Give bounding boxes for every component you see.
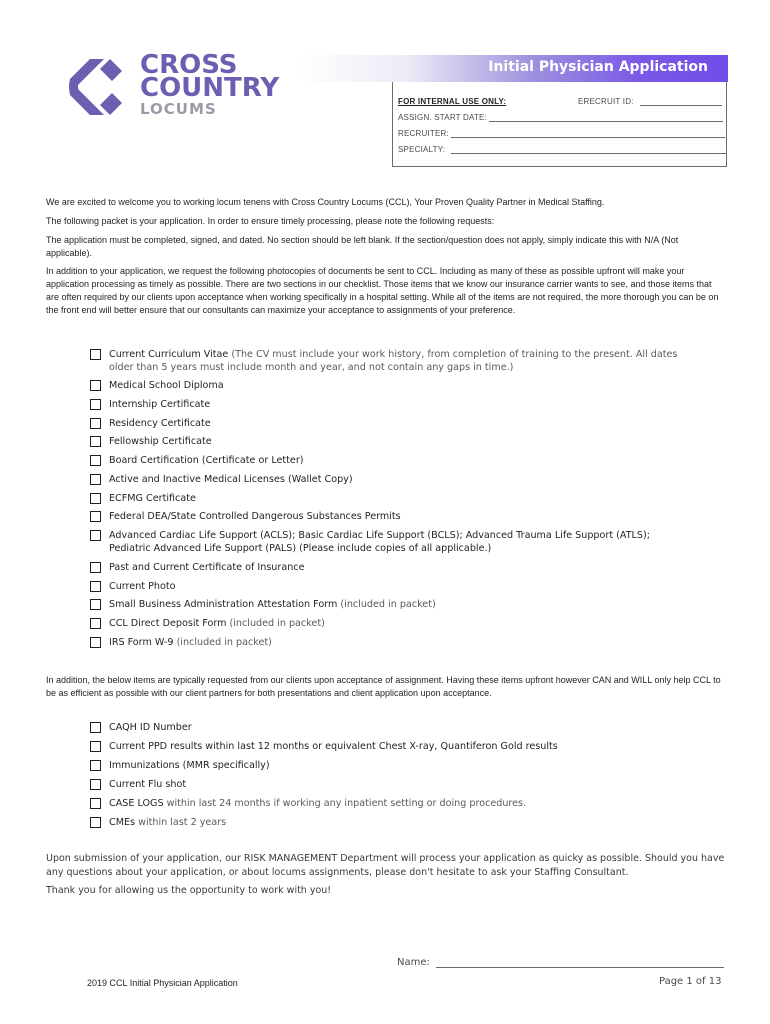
erecruit-row xyxy=(578,97,728,106)
checkbox[interactable] xyxy=(90,817,101,828)
internal-use-row xyxy=(398,97,634,106)
checkbox[interactable] xyxy=(90,511,101,522)
checkbox[interactable] xyxy=(90,760,101,771)
item-label: Federal DEA/State Controlled Dangerous Substances Permits xyxy=(109,511,401,522)
internal-use-label: FOR INTERNAL USE ONLY: xyxy=(398,97,507,106)
item-label: Advanced Cardiac Life Support (ACLS); Basic Cardiac Life Support (BCLS); Advanced Trauma Life Support (ATLS); Pediatric Advanced Life Support (PALS) (Please include copies of all applicable.) xyxy=(109,530,650,554)
specialty-field[interactable] xyxy=(451,153,727,154)
checkbox[interactable] xyxy=(90,581,101,592)
item-note: (included in packet) xyxy=(173,637,272,648)
item-label: Immunizations (MMR specifically) xyxy=(109,760,270,771)
item-label: CAQH ID Number xyxy=(109,722,192,733)
item-label: CMEs xyxy=(109,817,136,828)
recruiter-row xyxy=(398,129,723,138)
item-label: Current PPD results within last 12 months or equivalent Chest X-ray, Quantiferon Gold results xyxy=(109,741,558,752)
item-label: Fellowship Certificate xyxy=(109,436,212,447)
checkbox[interactable] xyxy=(90,380,101,391)
checkbox[interactable] xyxy=(90,399,101,410)
item-label: IRS Form W-9 xyxy=(109,637,174,648)
brand-line1: CROSS xyxy=(140,50,238,80)
footer-doc-title: 2019 CCL Initial Physician Application xyxy=(87,978,238,988)
item-label: CASE LOGS xyxy=(109,798,164,809)
page-number: Page 1 of 13 xyxy=(659,976,722,987)
checkbox[interactable] xyxy=(90,637,101,648)
addition-paragraph: In addition, the below items are typically requested from our clients upon acceptance of assignment. Having these items upfront however CAN and WILL only help CCL to be as efficient as possible with our client partners for both presentations and client application upon acceptance. xyxy=(46,675,721,698)
checkbox[interactable] xyxy=(90,722,101,733)
assign-start-row xyxy=(398,113,723,122)
name-label: Name: xyxy=(397,957,430,968)
item-label: Current Flu shot xyxy=(109,779,187,790)
checkbox[interactable] xyxy=(90,599,101,610)
item-note: within last 24 months if working any inpatient setting or doing procedures. xyxy=(163,798,527,809)
checkbox[interactable] xyxy=(90,418,101,429)
erecruit-field[interactable] xyxy=(640,105,722,106)
checkbox[interactable] xyxy=(90,436,101,447)
item-label: Small Business Administration Attestation Form xyxy=(109,599,338,610)
brand-line3: LOCUMS xyxy=(140,100,217,118)
item-label: Current Curriculum Vitae xyxy=(109,349,229,360)
checkbox[interactable] xyxy=(90,779,101,790)
thank-you-text: Thank you for allowing us the opportunity to work with you! xyxy=(46,885,332,896)
checkbox[interactable] xyxy=(90,798,101,809)
checkbox[interactable] xyxy=(90,562,101,573)
item-label: Board Certification (Certificate or Letter) xyxy=(109,455,304,466)
recruiter-label: RECRUITER: xyxy=(398,129,449,138)
item-label: CCL Direct Deposit Form xyxy=(109,618,227,629)
intro-paragraph-1: We are excited to welcome you to working locum tenens with Cross Country Locums (CCL), Your Proven Quality Partner in Medical Staffing. xyxy=(46,197,605,207)
checkbox[interactable] xyxy=(90,530,101,541)
internal-use-box xyxy=(392,82,727,167)
recruiter-field[interactable] xyxy=(451,137,725,138)
item-label: Past and Current Certificate of Insurance xyxy=(109,562,305,573)
checkbox[interactable] xyxy=(90,455,101,466)
header-banner xyxy=(300,55,728,82)
item-note: (The CV must include your work history, from completion of training to the present. All dates older than 5 years must include month and year, and not contain any gaps in time.) xyxy=(109,349,678,373)
page-title: Initial Physician Application xyxy=(488,59,708,75)
checkbox[interactable] xyxy=(90,474,101,485)
intro-paragraph-2: The following packet is your application. In order to ensure timely processing, please note the following requests: xyxy=(46,216,495,226)
checkbox[interactable] xyxy=(90,493,101,504)
specialty-row xyxy=(398,145,723,154)
item-label: Active and Inactive Medical Licenses (Wallet Copy) xyxy=(109,474,353,485)
item-label: Internship Certificate xyxy=(109,399,211,410)
brand-line2: COUNTRY xyxy=(140,73,280,103)
closing-paragraph: Upon submission of your application, our RISK MANAGEMENT Department will process your application as quicky as possible. Should you have any questions about your application, or about locums assignments, please don't hesitate to ask your Staffing Consultant. xyxy=(46,853,725,878)
assign-start-label: ASSIGN. START DATE: xyxy=(398,113,488,122)
intro-paragraph-3: The application must be completed, signed, and dated. No section should be left blank. If the section/question does not apply, simply indicate this with N/A (Not applicable). xyxy=(46,235,679,258)
item-label: Current Photo xyxy=(109,581,176,592)
checkbox[interactable] xyxy=(90,349,101,360)
company-logo xyxy=(68,52,278,122)
checkbox[interactable] xyxy=(90,618,101,629)
erecruit-label: ERECRUIT ID: xyxy=(578,97,634,106)
item-note: (included in packet) xyxy=(226,618,325,629)
intro-paragraph-4: In addition to your application, we request the following photocopies of documents be sent to CCL. Including as many of these as possible upfront will make your application processing as timely as possible. There are two sections in our checklist. Those items that we know our insurance carrier wants to see, and those items that are often required by our clients upon acceptance when working specifically in a hospital setting. While all of the items are not required, the more thorough you can be on the front end will better ensure that our consultants can maximize your acceptance to assignments of your preference. xyxy=(46,266,719,315)
specialty-label: SPECIALTY: xyxy=(398,145,446,154)
item-note: (included in packet) xyxy=(337,599,436,610)
checkbox[interactable] xyxy=(90,741,101,752)
name-field[interactable] xyxy=(436,967,724,968)
assign-start-field[interactable] xyxy=(489,121,723,122)
item-note: within last 2 years xyxy=(135,817,227,828)
item-label: ECFMG Certificate xyxy=(109,493,196,504)
name-row xyxy=(397,957,724,968)
logo-mark-icon xyxy=(68,55,132,119)
item-label: Medical School Diploma xyxy=(109,380,224,391)
item-label: Residency Certificate xyxy=(109,418,211,429)
